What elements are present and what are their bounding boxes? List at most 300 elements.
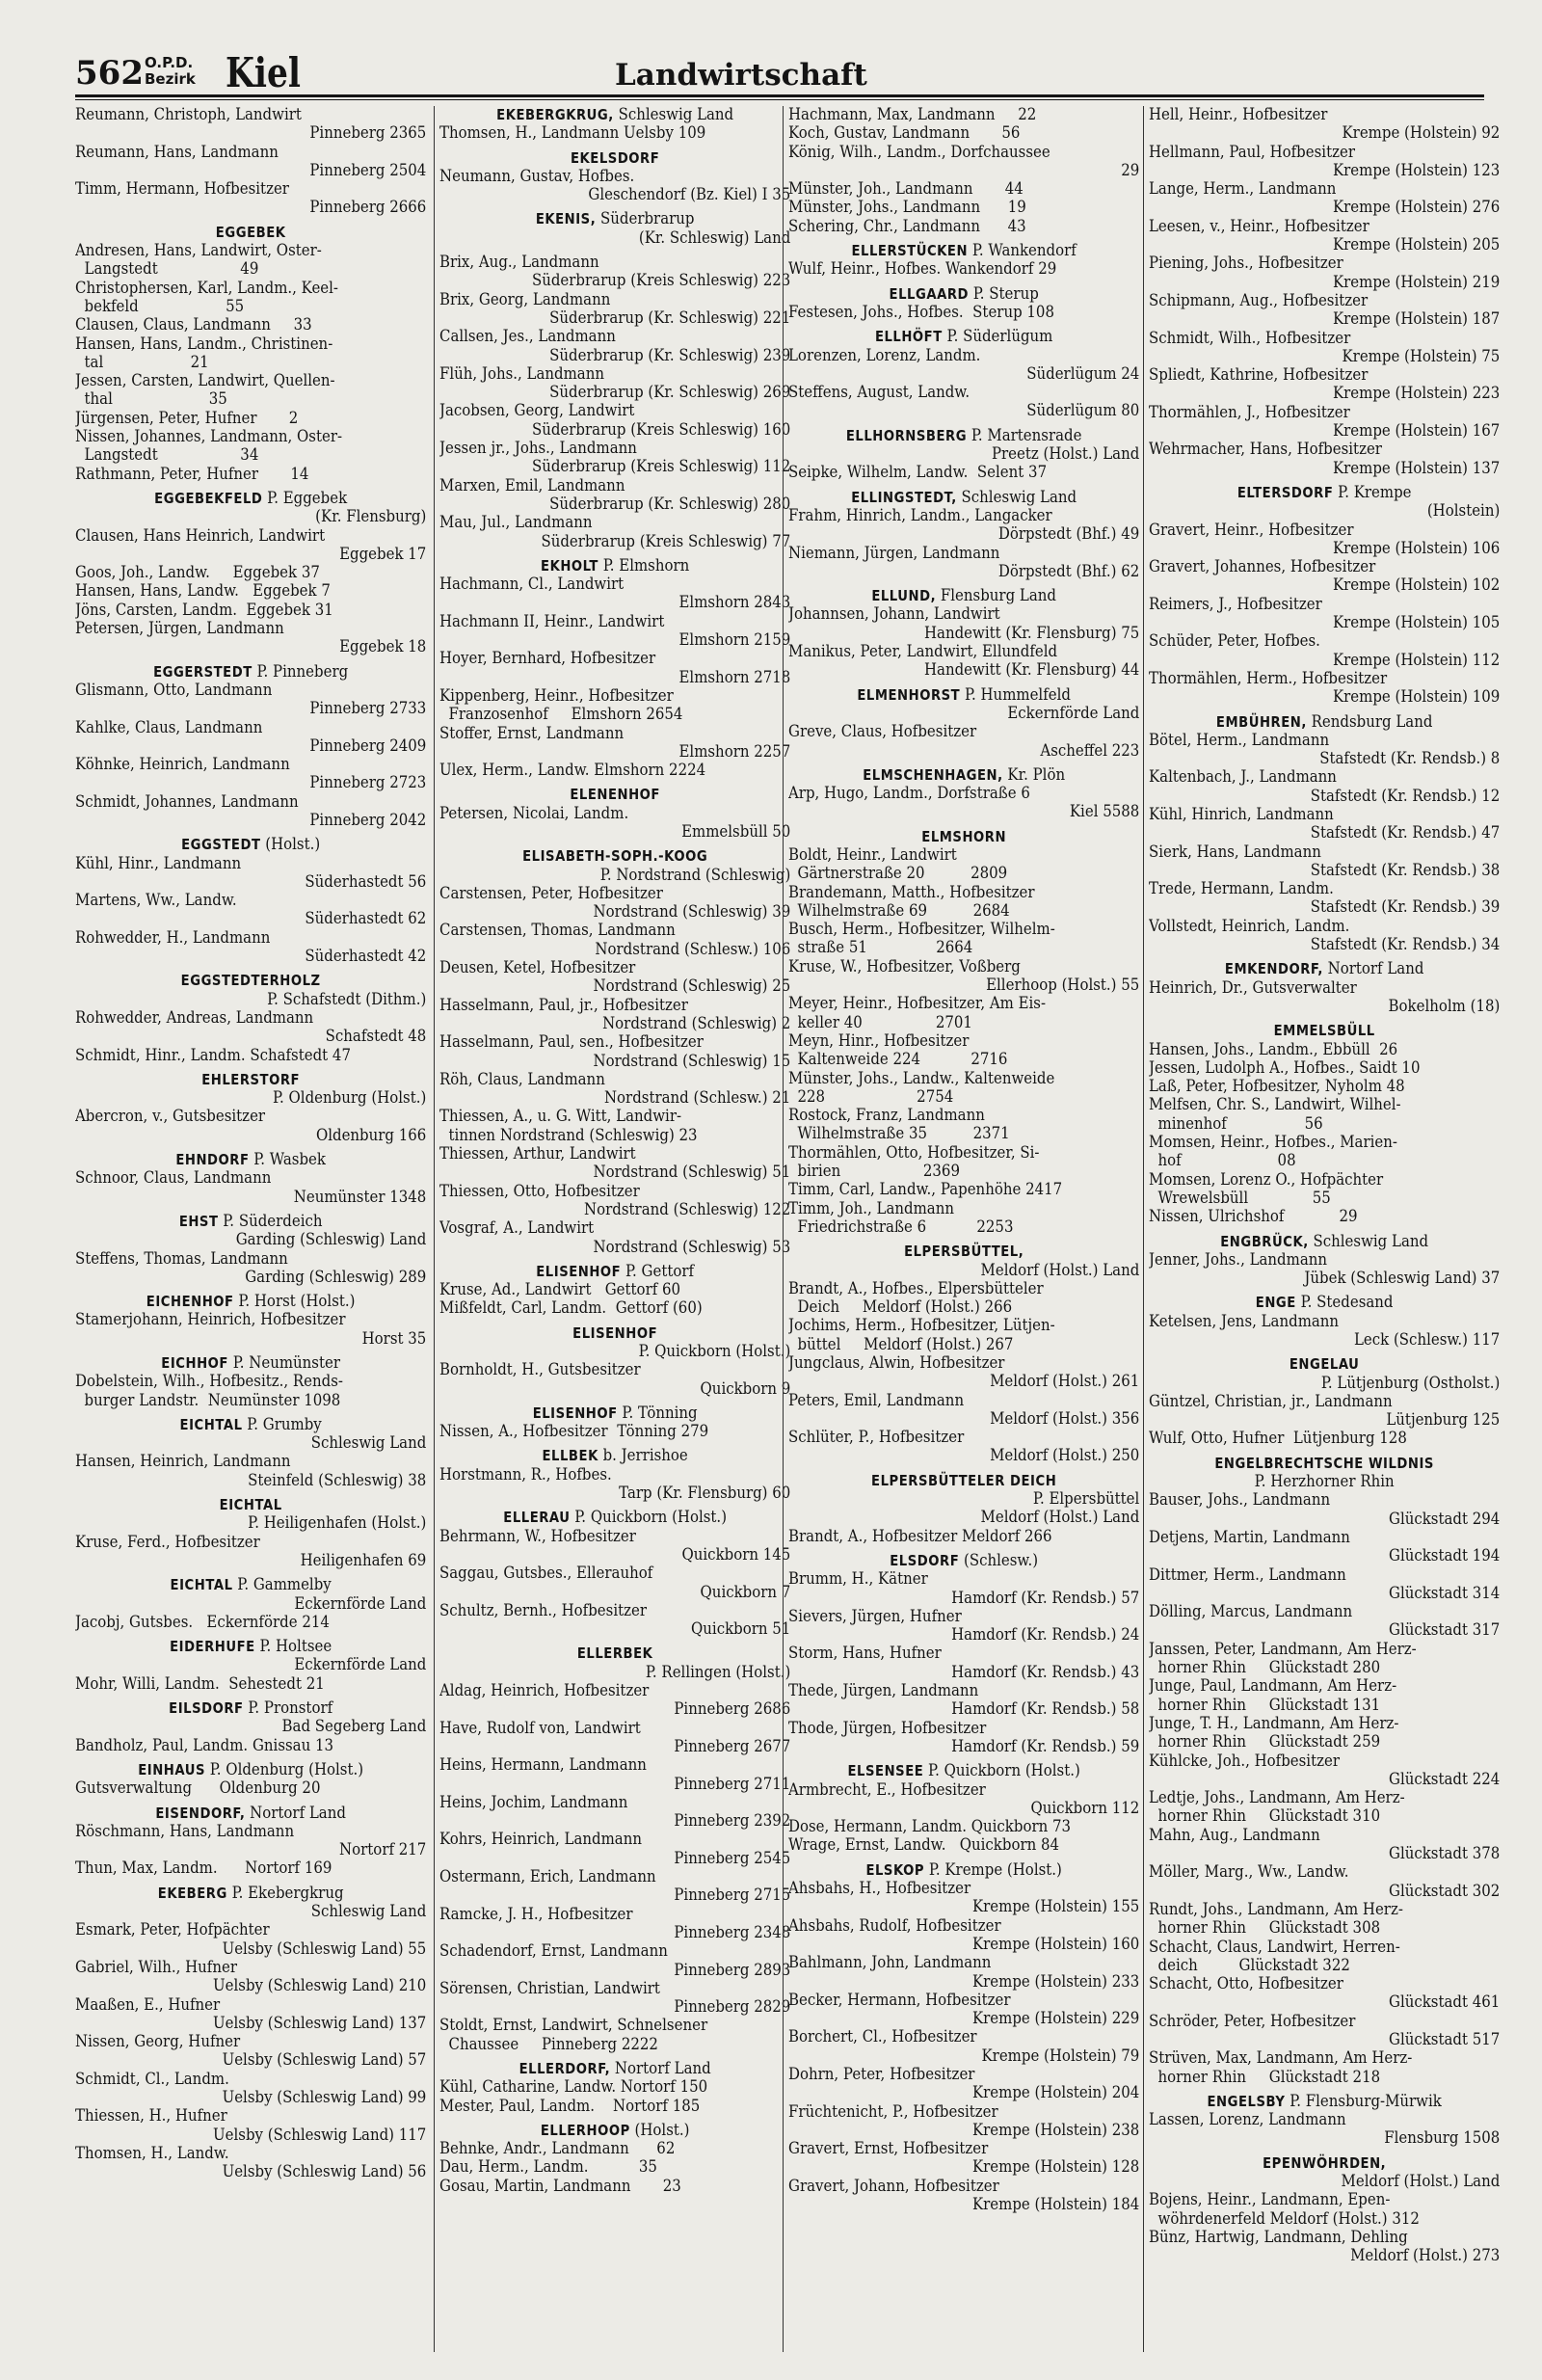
entry-line: Krempe (Holstein) 128 [971,2157,1139,2178]
column-4 [1149,106,1500,2362]
entry-line: büttel Meldorf (Holst.) 267 [788,1334,1014,1354]
entry-line: Bandholz, Paul, Landm. Gnissau 13 [75,1735,334,1755]
entry-line: Kippenberg, Heinr., Hofbesitzer [439,685,674,706]
entry-line: Eggebek 17 [339,544,426,564]
place-postal-info: Schleswig Land [1308,1231,1429,1251]
entry-line: Stafstedt (Kr. Rendsb.) 47 [1310,823,1500,843]
entry-line: Brandemann, Matth., Hofbesitzer [788,882,1035,902]
entry-line: Hasselmann, Paul, jr., Hofbesitzer [439,995,688,1015]
entry-line: Hamdorf (Kr. Rendsb.) 57 [951,1588,1139,1608]
entry-line: Wulf, Heinr., Hofbes. Wankendorf 29 [788,259,1057,280]
entry-line: Petersen, Jürgen, Landmann [75,619,284,639]
entry-line: Behnke, Andr., Landmann 62 [439,2139,676,2159]
entry-line: Pinneberg 2715 [674,1885,790,1906]
entry-line: Sierk, Hans, Landmann [1149,842,1321,862]
entry-line: Thormählen, J., Hofbesitzer [1149,402,1350,422]
entry-line: Ketelsen, Jens, Landmann [1149,1311,1340,1331]
entry-line: Johannsen, Johann, Landwirt [788,604,1000,625]
entry-line: Pinneberg 2504 [309,160,426,180]
place-name: EHNDORF [175,1151,250,1169]
entry-line: Dobelstein, Wilh., Hofbesitz., Rends- [75,1372,343,1392]
entry-line: Ulex, Herm., Landw. Elmshorn 2224 [439,761,706,781]
entry-line: Lütjenburg 125 [1386,1410,1500,1431]
place-postal-info: (Holst.) [629,2120,690,2140]
entry-line: Brix, Aug., Landmann [439,253,599,273]
entry-line: P. Quickborn (Holst.) [638,1342,790,1361]
entry-line: Borchert, Cl., Hofbesitzer [788,2027,977,2047]
place-heading [788,828,1139,846]
place-name: ELLHORNSBERG [845,426,968,444]
entry-line: Leck (Schlesw.) 117 [1353,1330,1500,1350]
entry-line: Arp, Hugo, Landm., Dorfstraße 6 [788,784,1030,804]
entry-line: Krempe (Holstein) 219 [1332,272,1500,292]
entry-line: Steffens, Thomas, Landmann [75,1248,288,1269]
entry-line: Stamerjohann, Heinrich, Hofbesitzer [75,1310,346,1330]
entry-line: Elmshorn 2843 [678,593,790,613]
place-name: ELLERHOOP [540,2121,630,2139]
entry-line: Süderbrarup (Kreis Schleswig) 112 [531,457,790,477]
entry-line: Nissen, Johannes, Landmann, Oster- [75,427,343,447]
entry-line: Ascheffel 223 [1040,740,1139,761]
entry-line: Meldorf (Holst.) Land [1341,2172,1500,2192]
place-postal-info: P. Martensrade [967,425,1082,445]
entry-line: Krempe (Holstein) 137 [1332,458,1500,478]
place-heading [439,1509,790,1527]
entry-line: Hasselmann, Paul, sen., Hofbesitzer [439,1032,704,1053]
header-rule-thin [75,99,1484,100]
entry-line: Kohrs, Heinrich, Landmann [439,1830,642,1850]
entry-line: Thormählen, Otto, Hofbesitzer, Si- [788,1142,1040,1163]
entry-line: Pinneberg 2666 [309,198,426,218]
entry-line: Thode, Jürgen, Hofbesitzer [788,1718,987,1738]
place-name: ELMENHORST [857,685,961,704]
place-heading [1149,484,1500,502]
entry-line: Jürgensen, Peter, Hufner 2 [75,408,299,428]
place-name: EHLERSTORF [201,1070,301,1088]
entry-line: Hansen, Hans, Landw. Eggebek 7 [75,581,331,602]
district-word: Bezirk [145,70,196,88]
entry-line: Timm, Hermann, Hofbesitzer [75,179,289,200]
entry-line: Stafstedt (Kr. Rendsb.) 12 [1310,786,1500,806]
entry-line: Timm, Joh., Landmann [788,1198,954,1218]
place-name: ELLBEK [542,1447,598,1465]
entry-line: Schipmann, Aug., Hofbesitzer [1149,290,1369,310]
entry-line: Deich Meldorf (Holst.) 266 [788,1297,1013,1318]
entry-line: Christophersen, Karl, Landm., Keel- [75,278,338,298]
place-name: ELLHÖFT [874,328,943,346]
place-heading [788,686,1139,705]
entry-line: Brix, Georg, Landmann [439,289,611,309]
entry-line: birien 2369 [788,1162,960,1182]
entry-line: Dau, Herm., Landm. 35 [439,2157,657,2178]
entry-line: Reumann, Hans, Landmann [75,142,279,162]
column-3 [788,106,1139,2362]
entry-line: Clausen, Claus, Landmann 33 [75,315,312,335]
entry-line: Glückstadt 302 [1388,1881,1500,1901]
entry-line: Wulf, Otto, Hufner Lütjenburg 128 [1149,1429,1407,1449]
entry-line: Detjens, Martin, Landmann [1149,1527,1350,1547]
entry-line: Kruse, Ad., Landwirt Gettorf 60 [439,1280,681,1300]
place-name: ELMSCHENHAGEN, [863,765,1003,784]
entry-line: Lassen, Lorenz, Landmann [1149,2110,1346,2130]
place-heading [75,490,426,508]
entry-line: Langstedt 49 [75,259,259,280]
entry-line: Mahn, Aug., Landmann [1149,1825,1320,1845]
entry-line: Gärtnerstraße 20 2809 [788,864,1008,884]
place-heading [439,786,790,804]
place-postal-info: P. Tönning [617,1403,698,1423]
entry-line: Deusen, Ketel, Hofbesitzer [439,958,636,978]
entry-line: Handewitt (Kr. Flensburg) 75 [923,623,1139,643]
entry-line: Thiessen, H., Hufner [75,2106,227,2126]
entry-line: Krempe (Holstein) 105 [1332,613,1500,633]
entry-line: Hellmann, Paul, Hofbesitzer [1149,142,1355,162]
place-name: EKENIS, [535,210,597,228]
entry-line: Dohrn, Peter, Hofbesitzer [788,2064,975,2084]
entry-line: Gravert, Heinr., Hofbesitzer [1149,520,1354,540]
entry-line: Emmelsbüll 50 [681,821,790,842]
entry-line: Peters, Emil, Landmann [788,1390,965,1410]
entry-line: Thomsen, H., Landmann Uelsby 109 [439,123,706,144]
place-heading [1149,1233,1500,1251]
entry-line: Pinneberg 2829 [674,1997,790,2018]
place-heading [1149,2154,1500,2173]
entry-line: Ledtje, Johs., Landmann, Am Herz- [1149,1788,1405,1808]
entry-line: Martens, Ww., Landw. [75,891,237,911]
entry-line: Quickborn 51 [691,1619,790,1640]
entry-line: Jessen, Carsten, Landwirt, Quellen- [75,371,335,391]
place-heading [75,1293,426,1311]
entry-line: Süderbrarup (Kreis Schleswig) 77 [541,531,790,551]
column-2 [439,106,790,2362]
entry-line: Eckernförde Land [294,1593,426,1614]
entry-line: Festesen, Johs., Hofbes. Sterup 108 [788,302,1054,322]
entry-line: Möller, Marg., Ww., Landw. [1149,1862,1349,1883]
entry-line: Hamdorf (Kr. Rendsb.) 24 [951,1625,1139,1645]
entry-line: Münster, Johs., Landmann 19 [788,198,1026,218]
place-name: ELMSHORN [921,827,1007,845]
entry-line: minenhof 56 [1149,1113,1323,1134]
place-heading [75,1699,426,1718]
place-heading [75,1761,426,1779]
entry-line: Bünz, Hartwig, Landmann, Dehling [1149,2227,1408,2247]
entry-line: Horstmann, R., Hofbes. [439,1464,612,1484]
place-heading [75,1213,426,1231]
entry-line: Jacobj, Gutsbes. Eckernförde 214 [75,1612,330,1632]
place-name: EHST [178,1212,219,1230]
entry-line: Krempe (Holstein) 238 [971,2120,1139,2140]
entry-line: Glismann, Otto, Landmann [75,680,273,700]
entry-line: Pinneberg 2893 [674,1960,790,1980]
entry-line: Nordstrand (Schlesw.) 106 [595,939,790,959]
entry-line: Wrewelsbüll 55 [1149,1188,1331,1208]
entry-line: Kühl, Catharine, Landw. Nortorf 150 [439,2077,708,2098]
entry-line: Pinneberg 2733 [309,699,426,719]
entry-line: Glückstadt 294 [1388,1509,1500,1529]
place-name: ENGELBRECHTSCHE WILDNIS [1214,1454,1434,1472]
place-name: ELLINGSTEDT, [851,488,957,506]
entry-line: Schmidt, Johannes, Landmann [75,791,299,812]
entry-line: Jübek (Schleswig Land) 37 [1304,1269,1500,1289]
entry-line: Krempe (Holstein) 92 [1342,123,1500,144]
entry-line: Glückstadt 517 [1388,2029,1500,2049]
entry-line: Schacht, Claus, Landwirt, Herren- [1149,1937,1400,1957]
entry-line: Hansen, Hans, Landm., Christinen- [75,334,333,354]
place-name: EPENWÖHRDEN, [1263,2153,1387,2172]
entry-line: Schacht, Otto, Hofbesitzer [1149,1974,1343,1994]
entry-line: Elmshorn 2718 [678,667,790,687]
place-name: ELLGAARD [889,284,969,303]
entry-line: Reumann, Christoph, Landwirt [75,106,302,124]
entry-line: Jöns, Carsten, Landm. Eggebek 31 [75,600,333,620]
entry-line: Pinneberg 2723 [309,773,426,793]
entry-line: Meldorf (Holst.) 356 [990,1408,1139,1429]
entry-line: Koch, Gustav, Landmann 56 [788,123,1021,144]
place-postal-info: Nortorf Land [610,2058,711,2078]
place-heading [75,1576,426,1594]
entry-line: Lorenzen, Lorenz, Landm. [788,345,981,365]
entry-line: Stafstedt (Kr. Rendsb.) 8 [1319,749,1500,769]
entry-line: Krempe (Holstein) 106 [1332,538,1500,558]
entry-line: Flüh, Johs., Landmann [439,363,604,384]
entry-line: Glückstadt 461 [1388,1992,1500,2013]
entry-line: Nordstrand (Schleswig) 25 [593,976,790,997]
place-postal-info: P. Ekebergkrug [226,1883,344,1903]
entry-line: Bahlmann, John, Landmann [788,1953,992,1973]
place-name: EKELSDORF [571,148,660,167]
place-postal-info: Kr. Plön [1002,764,1066,785]
place-postal-info: (Schlesw.) [959,1550,1039,1570]
entry-line: P. Schafstedt (Dithm.) [267,989,426,1009]
entry-line: Goos, Joh., Landw. Eggebek 37 [75,563,320,583]
entry-line: Süderlügum 80 [1026,401,1139,421]
header-rule [75,94,1484,97]
place-postal-info: P. Eggebek [262,488,348,508]
entry-line: Krempe (Holstein) 223 [1332,384,1500,404]
entry-line: P. Herzhorner Rhin [1254,1472,1395,1492]
entry-line: Steinfeld (Schleswig) 38 [248,1470,426,1490]
entry-line: Heiligenhafen 69 [300,1550,426,1570]
place-heading [788,1552,1139,1570]
place-heading [1149,1355,1500,1374]
entry-line: Strüven, Max, Landmann, Am Herz- [1149,2048,1413,2069]
entry-line: Krempe (Holstein) 229 [971,2009,1139,2029]
entry-line: Jacobsen, Georg, Landwirt [439,401,635,421]
entry-line: Nordstrand (Schleswig) 15 [593,1051,790,1071]
entry-line: Flensburg 1508 [1384,2128,1500,2149]
entry-line: Krempe (Holstein) 167 [1332,421,1500,441]
entry-line: Krempe (Holstein) 75 [1342,346,1500,366]
entry-line: Ostermann, Erich, Landmann [439,1867,656,1887]
entry-line: horner Rhin Glückstadt 310 [1149,1806,1381,1827]
entry-line: Süderhastedt 62 [305,909,426,929]
place-heading [75,1638,426,1656]
entry-line: Oldenburg 166 [315,1125,426,1145]
entry-line: Quickborn 112 [1030,1798,1139,1818]
entry-line: Langstedt 34 [75,445,259,466]
entry-line: Dölling, Marcus, Landmann [1149,1602,1353,1622]
place-name: ENGELSBY [1207,2092,1286,2110]
place-heading [439,1404,790,1423]
entry-line: Armbrecht, E., Hofbesitzer [788,1779,986,1800]
entry-line: Gravert, Johann, Hofbesitzer [788,2176,999,2196]
entry-line: Früchtenicht, P., Hofbesitzer [788,2101,998,2122]
entry-line: Süderbrarup (Kr. Schleswig) 221 [549,308,790,328]
entry-line: Gleschendorf (Bz. Kiel) I 35 [588,185,790,205]
entry-line: Wrage, Ernst, Landw. Quickborn 84 [788,1835,1060,1856]
entry-line: Wilhelmstraße 35 2371 [788,1124,1010,1144]
place-heading [1149,2093,1500,2111]
entry-line: P. Heiligenhafen (Holst.) [248,1513,426,1534]
entry-line: Sörensen, Christian, Landwirt [439,1978,660,1998]
entry-line: Meyer, Heinr., Hofbesitzer, Am Eis- [788,994,1047,1014]
entry-line: (Holstein) [1426,501,1500,521]
entry-line: Bauser, Johs., Landmann [1149,1490,1331,1511]
entry-line: Münster, Joh., Landmann 44 [788,179,1024,200]
entry-line: Süderbrarup (Kr. Schleswig) 239 [549,345,790,365]
place-name: ELSENSEE [847,1762,924,1780]
entry-line: Brandt, A., Hofbes., Elpersbütteler [788,1278,1044,1298]
entry-line: Melfsen, Chr. S., Landwirt, Wilhel- [1149,1095,1401,1115]
entry-line: Krempe (Holstein) 205 [1332,235,1500,255]
place-postal-info: P. Süderlügum [942,327,1053,347]
entry-line: Eckernförde Land [294,1655,426,1675]
entry-line: Pinneberg 2365 [309,123,426,144]
place-heading [788,1762,1139,1780]
entry-line: Nordstrand (Schleswig) 2 [602,1013,790,1033]
place-name: ELLUND, [871,587,937,605]
place-name: EGGSTEDT [181,836,261,854]
page-header [75,50,1484,96]
entry-line: Hachmann, Max, Landmann 22 [788,106,1037,124]
entry-line: Röschmann, Hans, Landmann [75,1821,295,1841]
place-heading [1149,1455,1500,1473]
entry-line: Pinneberg 2545 [674,1848,790,1868]
place-postal-info: P. Pinneberg [252,661,349,682]
entry-line: Maaßen, E., Hufner [75,1994,221,2015]
place-heading [439,1324,790,1343]
place-heading [788,1861,1139,1880]
entry-line: Vollstedt, Heinrich, Landm. [1149,916,1350,936]
entry-line: horner Rhin Glückstadt 259 [1149,1732,1381,1752]
entry-line: Dörpstedt (Bhf.) 62 [997,561,1139,581]
place-postal-info: Schleswig Land [613,106,734,124]
place-name: ELISENHOF [536,1262,622,1280]
entry-line: Andresen, Hans, Landwirt, Oster- [75,241,322,261]
entry-line: Meldorf (Holst.) Land [980,1508,1139,1528]
entry-line: Steffens, August, Landw. [788,383,970,403]
column-1 [75,106,426,2362]
entry-line: Stoldt, Ernst, Landwirt, Schnelsener [439,2016,708,2036]
place-name: ELISENHOF [572,1324,658,1342]
entry-line: Meldorf (Holst.) Land [980,1260,1139,1280]
entry-line: Momsen, Heinr., Hofbes., Marien- [1149,1133,1397,1153]
place-postal-info: P. Wasbek [249,1150,326,1170]
place-name: EICHTAL [219,1496,282,1514]
entry-line: keller 40 2701 [788,1012,972,1032]
entry-line: Thun, Max, Landm. Nortorf 169 [75,1859,332,1879]
entry-line: Eggebek 18 [339,637,426,657]
entry-line: Brandt, A., Hofbesitzer Meldorf 266 [788,1526,1052,1546]
place-heading [75,1805,426,1823]
entry-line: Pinneberg 2686 [674,1699,790,1720]
place-name: EISENDORF, [155,1804,246,1822]
entry-line: Nordstrand (Schlesw.) 21 [603,1088,790,1109]
place-name: ELENENHOF [570,786,660,804]
place-postal-info: P. Süderdeich [218,1211,323,1231]
place-name: EIDERHUFE [170,1638,255,1656]
entry-line: Storm, Hans, Hufner [788,1644,942,1664]
entry-line: Stafstedt (Kr. Rendsb.) 38 [1310,860,1500,880]
entry-line: Petersen, Nicolai, Landm. [439,803,629,823]
place-heading [788,1243,1139,1261]
entry-line: horner Rhin Glückstadt 218 [1149,2067,1381,2087]
entry-line: bekfeld 55 [75,296,245,316]
place-name: ELPERSBÜTTEL, [904,1243,1024,1261]
entry-line: Uelsby (Schleswig Land) 137 [213,2013,426,2033]
entry-line: Dörpstedt (Bhf.) 49 [997,524,1139,545]
entry-line: Güntzel, Christian, jr., Landmann [1149,1391,1393,1411]
column-divider [434,106,435,2352]
place-name: EKEBERGKRUG, [496,106,614,123]
place-heading [788,328,1139,346]
entry-line: Have, Rudolf von, Landwirt [439,1718,641,1738]
entry-line: Lange, Herm., Landmann [1149,179,1337,200]
section-title: Landwirtschaft [615,58,867,93]
entry-line: Rohwedder, Andreas, Landmann [75,1007,314,1028]
entry-line: Nortorf 217 [339,1840,426,1860]
place-heading [1149,960,1500,978]
entry-line: Rohwedder, H., Landmann [75,927,271,948]
entry-line: P. Elpersbüttel [1032,1489,1139,1510]
entry-line: Ramcke, J. H., Hofbesitzer [439,1904,633,1924]
entry-line: Kühl, Hinrich, Landmann [1149,804,1334,824]
place-heading [75,836,426,854]
entry-line: Callsen, Jes., Landmann [439,327,616,347]
entry-line: Thiessen, A., u. G. Witt, Landwir- [439,1107,682,1127]
place-postal-info: P. Gettorf [621,1261,695,1281]
place-name: EICHENHOF [146,1293,234,1311]
entry-line: Krempe (Holstein) 155 [971,1897,1139,1917]
entry-line: tinnen Nordstrand (Schleswig) 23 [439,1125,698,1145]
entry-line: Schleswig Land [310,1433,426,1454]
entry-line: Jungclaus, Alwin, Hofbesitzer [788,1353,1005,1373]
place-heading [439,847,790,866]
place-postal-info: P. Krempe (Holst.) [924,1859,1062,1880]
place-heading [788,1472,1139,1490]
place-postal-info: P. Quickborn (Holst.) [570,1508,728,1528]
entry-line: Pinneberg 2711 [674,1774,790,1794]
entry-line: Busch, Herm., Hofbesitzer, Wilhelm- [788,920,1055,940]
entry-line: Hachmann II, Heinr., Landwirt [439,611,665,631]
place-heading [788,427,1139,445]
place-name: ENGBRÜCK, [1220,1232,1309,1250]
place-name: EGGSTEDTERHOLZ [180,972,321,990]
place-name: EMBÜHREN, [1215,712,1307,731]
entry-line: Momsen, Lorenz O., Hofpächter [1149,1169,1384,1190]
entry-line: Schnoor, Claus, Landmann [75,1168,272,1189]
place-postal-info: P. Wankendorf [968,241,1077,261]
entry-line: Abercron, v., Gutsbesitzer [75,1107,266,1127]
entry-line: Kaltenbach, J., Landmann [1149,767,1337,788]
place-postal-info: P. Horst (Holst.) [233,1292,356,1312]
entry-line: Friedrichstraße 6 2253 [788,1217,1014,1237]
place-heading [788,489,1139,507]
entry-line: Krempe (Holstein) 187 [1332,309,1500,330]
place-heading [439,1447,790,1465]
entry-line: Clausen, Hans Heinrich, Landwirt [75,525,326,546]
entry-line: Jochims, Herm., Hofbesitzer, Lütjen- [788,1316,1055,1336]
